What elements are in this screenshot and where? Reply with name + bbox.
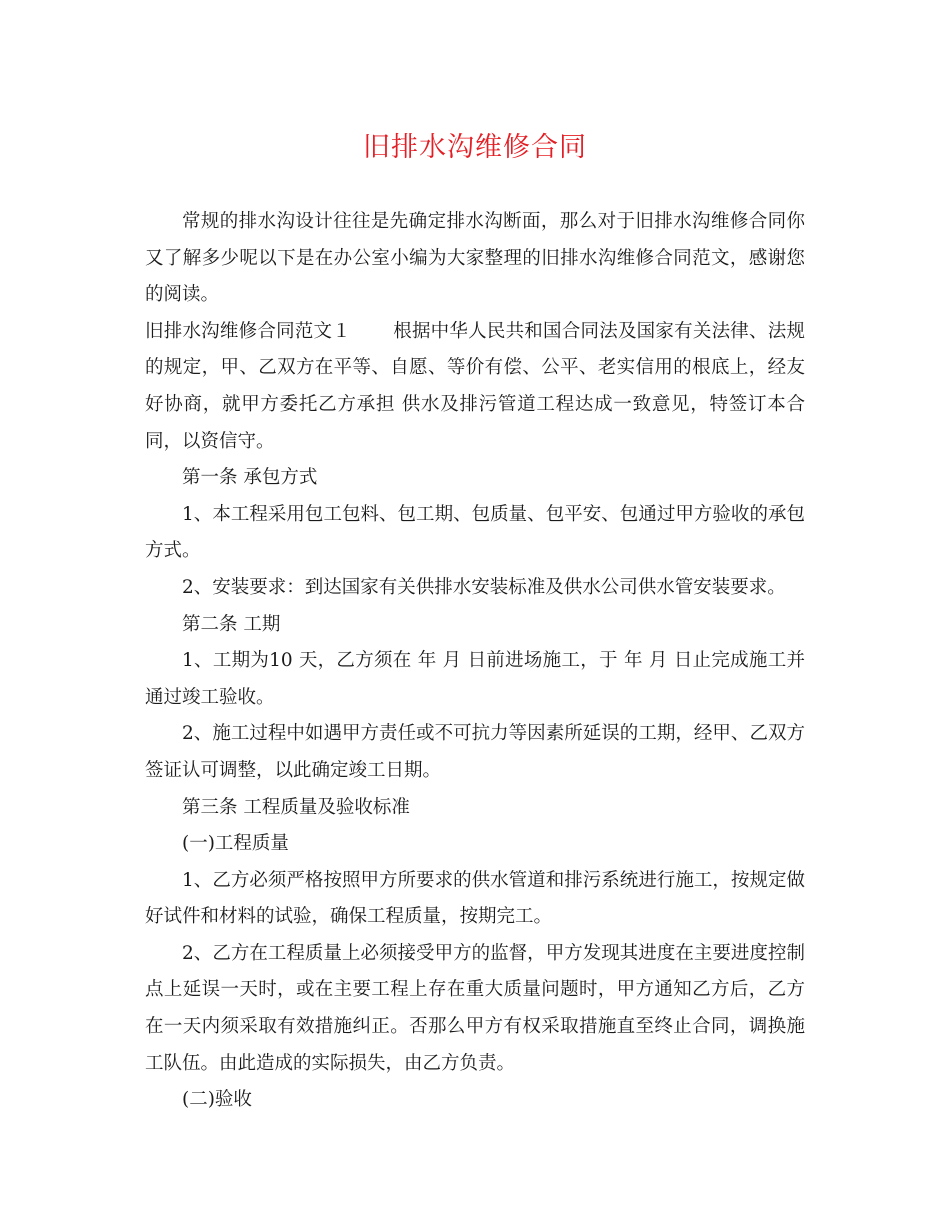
section-2-heading: (二)验收 [182,1089,252,1111]
article-1-clause-1: 1、本工程采用包工包料、包工期、包质量、包平安、包通过甲方验收的承包方式。 [145,503,805,562]
section-1-clause-1: 1、乙方必须严格按照甲方所要求的供水管道和排污系统进行施工，按规定做好试件和材料的试验，确保工程质量，按期完工。 [145,869,805,928]
document-title: 旧排水沟维修合同 [363,132,587,163]
sample-paragraph [145,314,805,460]
article-2-clause-2: 2、施工过程中如遇甲方责任或不可抗力等因素所延误的工期，经甲、乙双方签证认可调整，以此确定竣工日期。 [145,723,805,781]
article-1-clause-2: 2、安装要求：到达国家有关供排水安装标准及供水公司供水管安装要求。 [182,576,786,598]
article-3-heading: 第三条 工程质量及验收标准 [182,796,410,818]
article-2-clause-1: 1、工期为10 天，乙方须在 年 月 日前进场施工，于 年 月 日止完成施工并通过竣工验收。 [145,650,805,708]
section-1-heading: (一)工程质量 [182,833,289,855]
sample-intro: 根据中华人民共和国合同法及国家有关法律、法规的规定，甲、乙双方在平等、自愿、等价有偿、公平、老实信用的根底上，经友好协商，就甲方委托乙方承担 供水及排污管道工程达成一致意见，特签订本合同，以资信守。 [145,320,805,452]
intro-paragraph: 常规的排水沟设计往往是先确定排水沟断面，那么对于旧排水沟维修合同你又了解多少呢以下是在办公室小编为大家整理的旧排水沟维修合同范文，感谢您的阅读。 [145,211,805,306]
article-2-heading: 第二条 工期 [182,613,281,635]
section-1-clause-2: 2、乙方在工程质量上必须接受甲方的监督，甲方发现其进度在主要进度控制点上延误一天时，或在主要工程上存在重大质量问题时，甲方通知乙方后，乙方在一天内须采取有效措施纠正。否那么甲方有权采取措施直至终止合同，调换施工队伍。由此造成的实际损失，由乙方负责。 [145,942,805,1074]
document-body [145,204,805,1119]
sample-label: 旧排水沟维修合同范文１ [145,320,351,342]
article-1-heading: 第一条 承包方式 [182,467,318,489]
